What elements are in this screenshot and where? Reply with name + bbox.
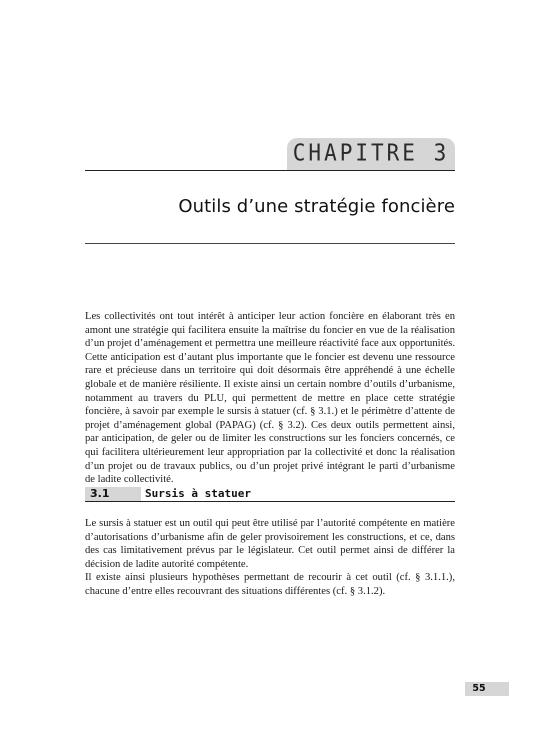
- page-number: 55: [472, 683, 486, 694]
- section-paragraph-2: Il existe ainsi plusieurs hypothèses permettant de recourir à cet outil (cf. § 3.1.1.), chacune d’entre elles recouvrant des situations différentes (cf. § 3.1.2).: [85, 572, 455, 597]
- chapter-rule-bottom: [85, 243, 455, 244]
- intro-paragraph: Les collectivités ont tout intérêt à anticiper leur action foncière en élaborant très en amont une stratégie qui facilitera ensuite la maîtrise du foncier en vue de la réalisation d’un projet d’aménagement et permettra une meilleure réactivité face aux opportunités. Cette anticipation est d’autant plus importante que le foncier est devenu une ressource rare et précieuse dans un territoire qui doit désormais être appréhendé à une échelle globale et de manière résiliente. Il existe ainsi un certain nombre d’outils d’urbanisme, notamment au travers du PLU, qui permettent de mettre en place cette stratégie foncière, à savoir par exemple le sursis à statuer (cf. § 3.1.) et le périmètre d’attente de projet d’aménagement global (PAPAG) (cf. § 3.2). Ces deux outils permettent ainsi, par anticipation, de geler ou de limiter les constructions sur les fonciers concernés, ce qui facilitera ultérieurement leur appropriation par la collectivité et donc la réalisation d’un projet ou de travaux publics, ou d’un projet privé intégrant le parti d’urbanisme de ladite collectivité.: [85, 311, 455, 486]
- chapter-rule-top: [85, 170, 455, 171]
- section-number: 3.1: [90, 487, 110, 500]
- section-rule: [85, 501, 455, 502]
- chapter-label: CHAPITRE 3: [292, 139, 450, 167]
- section-title: Sursis à statuer: [145, 487, 251, 500]
- chapter-title: Outils d’une stratégie foncière: [178, 196, 455, 217]
- section-paragraph-1: Le sursis à statuer est un outil qui peut être utilisé par l’autorité compétente en matière d’autorisations d’urbanisme afin de geler provisoirement les constructions, et ce, dans des cas limitativement prévus par le législateur. Cet outil permet ainsi de différer la décision de ladite autorité compétente.: [85, 518, 455, 570]
